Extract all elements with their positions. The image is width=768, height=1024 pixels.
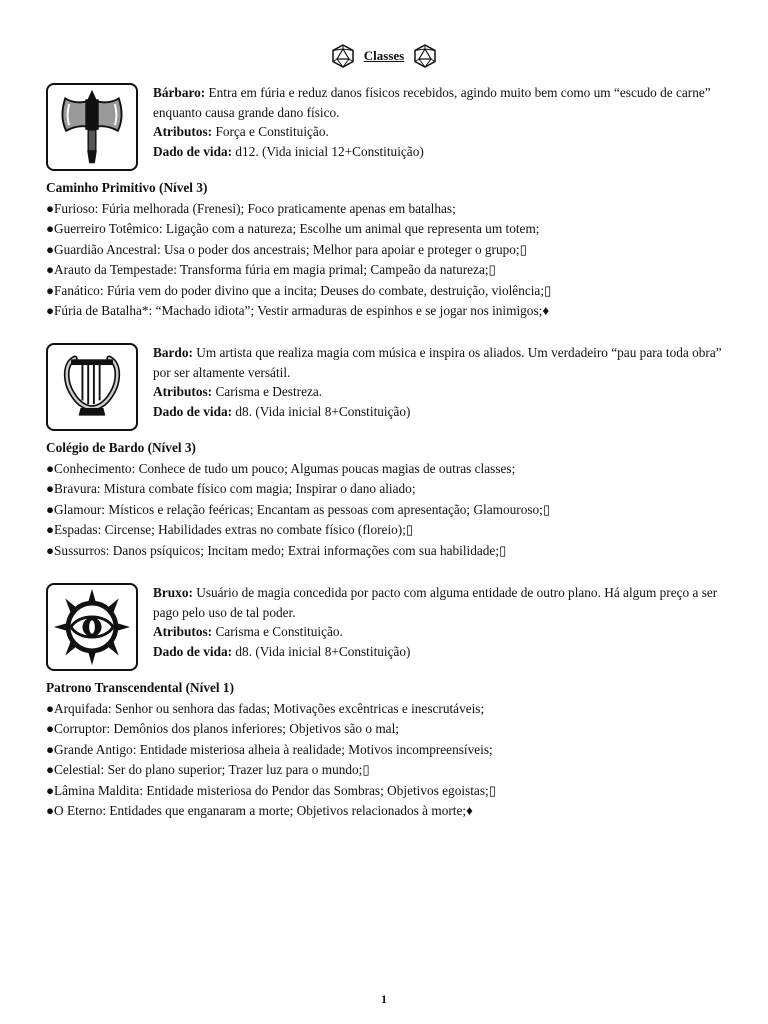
- hitdie-label: Dado de vida:: [153, 643, 233, 659]
- title-text: Classes: [363, 48, 405, 63]
- evil-eye-icon: [46, 583, 138, 671]
- class-summary: Usuário de magia concedida por pacto com alguma entidade de outro plano. Há algum preço a ser pago pelo uso de tal poder.: [153, 585, 718, 620]
- subclass-item: ●Grande Antigo: Entidade misteriosa alheia à realidade; Motivos incompreensíveis;: [46, 741, 493, 757]
- subclass-item: ●Corruptor: Demônios dos planos inferiores; Objetivos são o mal;: [46, 721, 399, 736]
- subclass-item: ●Glamour: Místicos e relação feéricas; Encantam as pessoas com apresentação; Glamouroso;▯: [46, 501, 551, 517]
- subclass-item: ●Conhecimento: Conhece de tudo um pouco; Algumas poucas magias de outras classes;: [46, 460, 516, 476]
- subclass-list: [46, 438, 736, 561]
- class-name: Bardo:: [153, 345, 193, 360]
- subclass-item: ●Sussurros: Danos psíquicos; Incitam medo; Extrai informações com sua habilidade;▯: [46, 542, 507, 558]
- subclass-item: ●Arquifada: Senhor ou senhora das fadas; Motivações excêntricas e inescrutáveis;: [46, 700, 485, 716]
- attributes-value: Carisma e Destreza.: [215, 384, 323, 399]
- class-summary: Um artista que realiza magia com música e inspira os aliados. Um verdadeiro “pau para toda obra” por ser altamente versátil.: [153, 345, 722, 380]
- hitdie-value: d12. (Vida inicial 12+Constituição): [235, 143, 424, 159]
- subclass-item: ●Bravura: Mistura combate físico com magia; Inspirar o dano aliado;: [46, 481, 416, 496]
- subclass-list: [46, 178, 736, 322]
- subclass-item: ●O Eterno: Entidades que enganaram a morte; Objetivos relacionados à morte;♦: [46, 803, 473, 818]
- d20-icon: [332, 44, 354, 68]
- hitdie-value: d8. (Vida inicial 8+Constituição): [235, 643, 411, 659]
- page-title: [0, 44, 768, 68]
- subclass-heading: Caminho Primitivo (Nível 3): [46, 180, 208, 195]
- attributes-value: Força e Constituição.: [215, 124, 329, 139]
- class-description: [153, 583, 728, 661]
- subclass-item: ●Celestial: Ser do plano superior; Trazer luz para o mundo;▯: [46, 762, 370, 777]
- subclass-heading: Patrono Transcendental (Nível 1): [46, 680, 234, 695]
- class-summary: Entra em fúria e reduz danos físicos recebidos, agindo muito bem como um “escudo de carne” enquanto causa grande dano físico.: [153, 85, 711, 120]
- attributes-value: Carisma e Constituição.: [215, 624, 343, 639]
- hitdie-value: d8. (Vida inicial 8+Constituição): [235, 403, 411, 419]
- attributes-label: Atributos:: [153, 624, 213, 639]
- class-name: Bárbaro:: [153, 85, 206, 100]
- attributes-label: Atributos:: [153, 124, 213, 139]
- subclass-item: ●Guardião Ancestral: Usa o poder dos ancestrais; Melhor para apoiar e proteger o grupo;▯: [46, 241, 527, 257]
- subclass-item: ●Espadas: Circense; Habilidades extras no combate físico (floreio);▯: [46, 522, 414, 537]
- attributes-label: Atributos:: [153, 384, 213, 399]
- class-description: [153, 343, 728, 421]
- subclass-list: [46, 678, 736, 822]
- page-number: 1: [381, 992, 387, 1006]
- d20-icon: [414, 44, 436, 68]
- class-name: Bruxo:: [153, 585, 193, 600]
- subclass-item: ●Arauto da Tempestade: Transforma fúria em magia primal; Campeão da natureza;▯: [46, 262, 496, 277]
- subclass-item: ●Fúria de Batalha*: “Machado idiota”; Vestir armaduras de espinhos e se jogar nos inimigos;♦: [46, 303, 550, 318]
- subclass-item: ●Lâmina Maldita: Entidade misteriosa do Pendor das Sombras; Objetivos egoistas;▯: [46, 782, 497, 798]
- subclass-item: ●Guerreiro Totêmico: Ligação com a natureza; Escolhe um animal que representa um totem;: [46, 221, 540, 236]
- subclass-item: ●Fanático: Fúria vem do poder divino que a incita; Deuses do combate, destruição, violência;▯: [46, 282, 552, 298]
- battle-axe-icon: [46, 83, 138, 171]
- subclass-item: ●Furioso: Fúria melhorada (Frenesi); Foco praticamente apenas em batalhas;: [46, 200, 456, 216]
- hitdie-label: Dado de vida:: [153, 403, 233, 419]
- hitdie-label: Dado de vida:: [153, 143, 233, 159]
- lyre-icon: [46, 343, 138, 431]
- subclass-heading: Colégio de Bardo (Nível 3): [46, 440, 196, 455]
- class-description: [153, 83, 728, 161]
